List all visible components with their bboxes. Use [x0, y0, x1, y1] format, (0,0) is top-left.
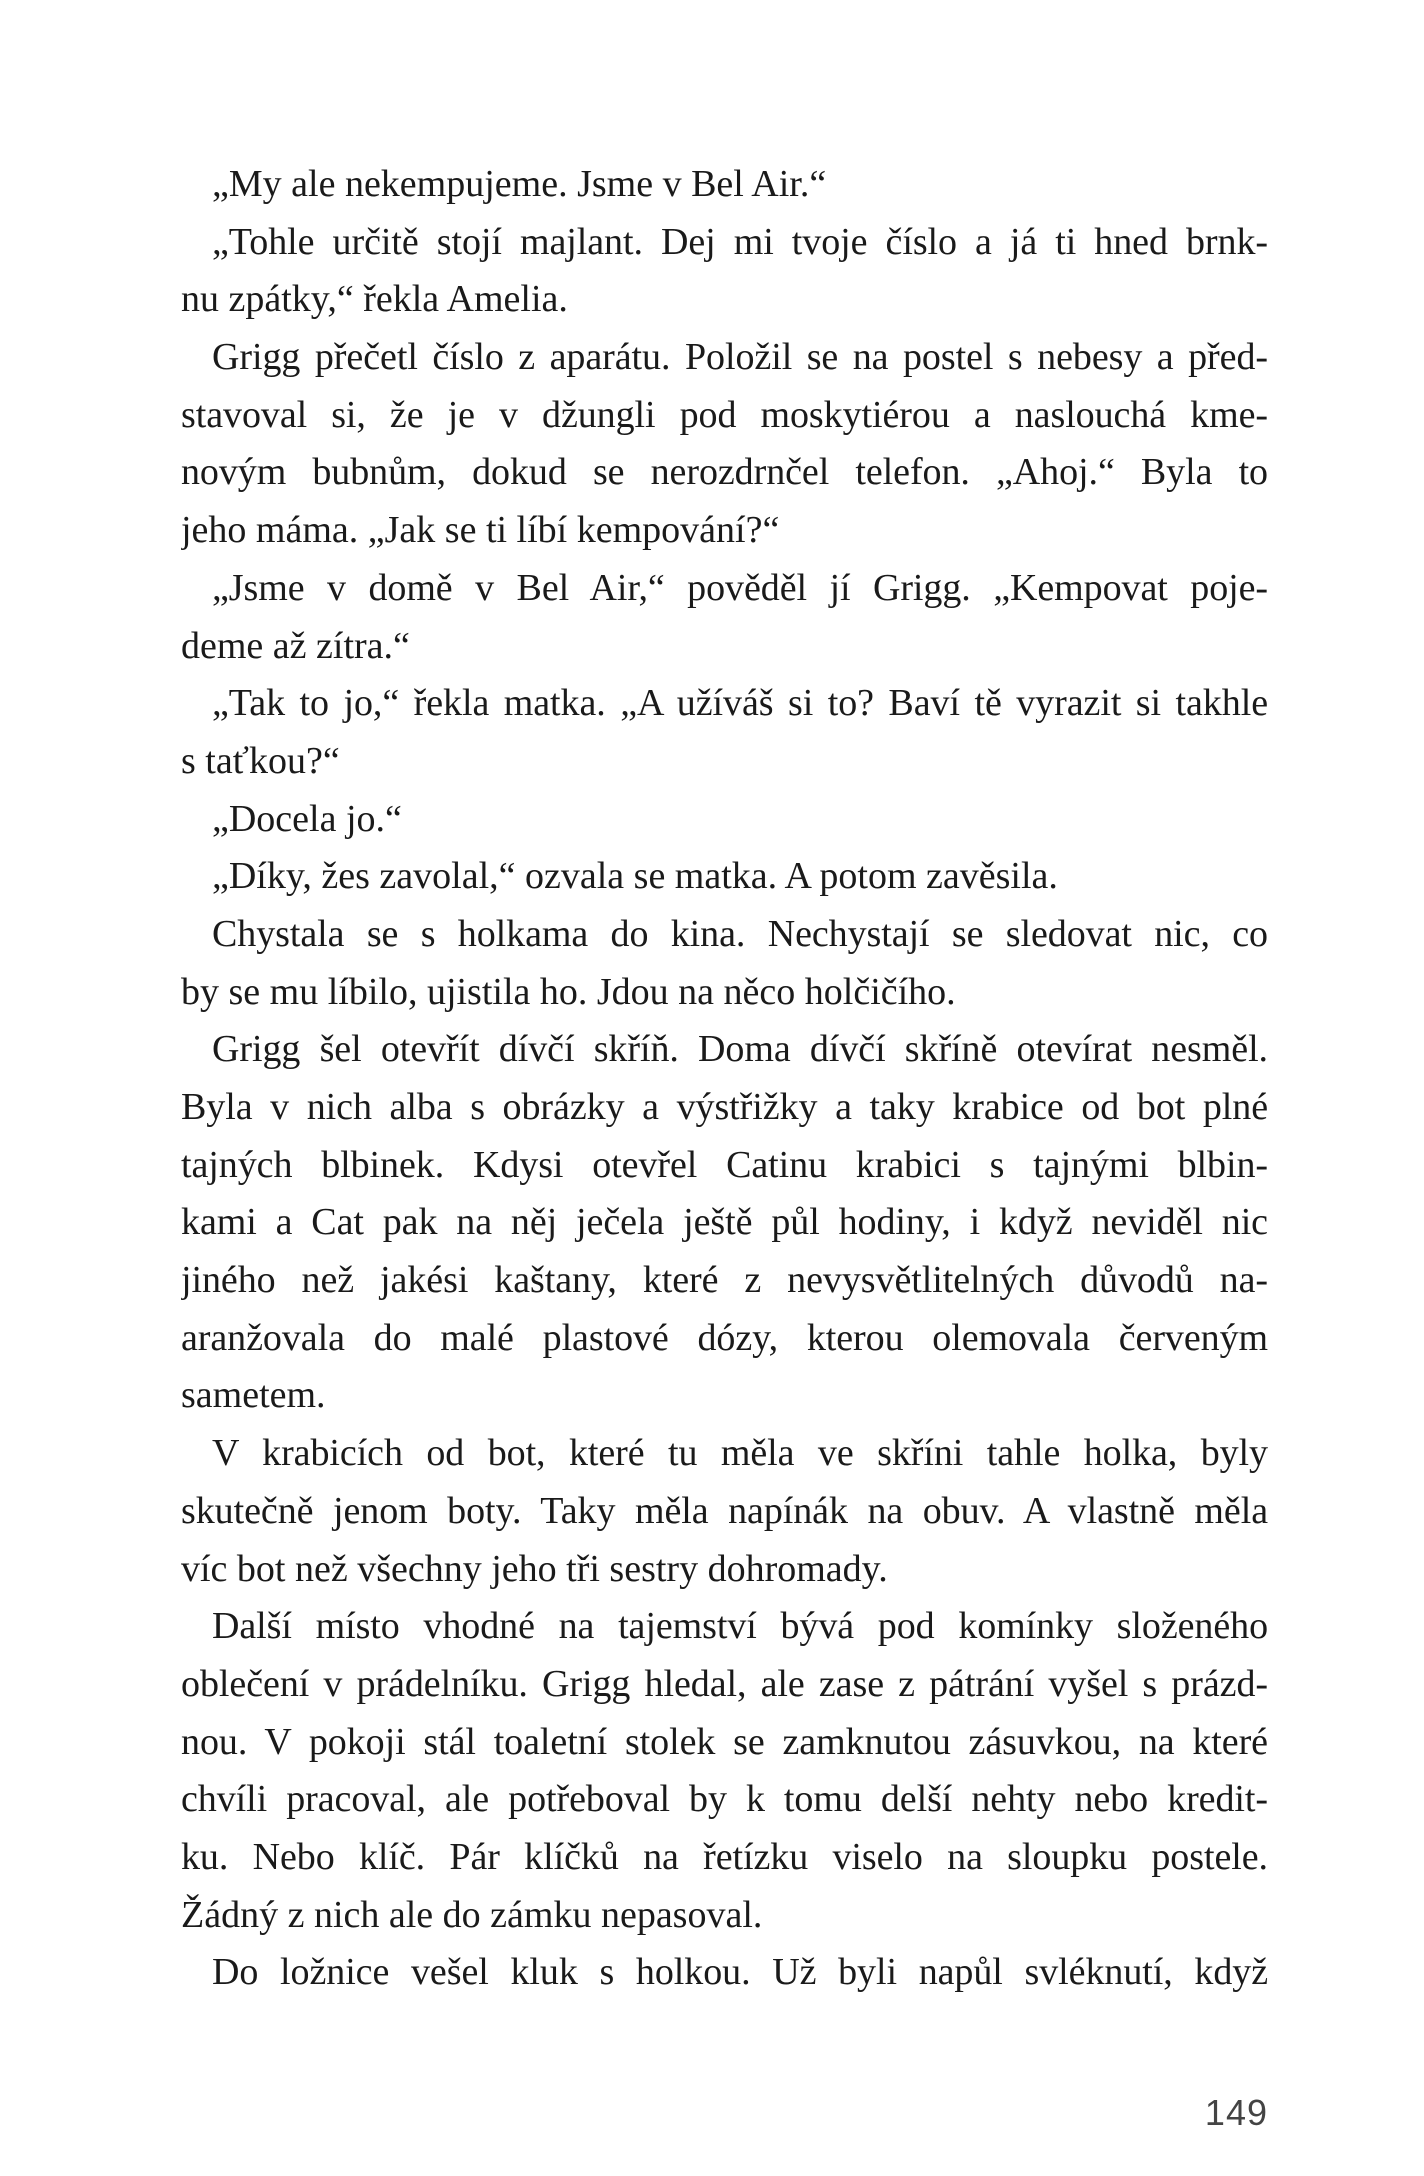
- text-line: „Díky, žes zavolal,“ ozvala se matka. A potom zavěsila.: [212, 855, 1058, 898]
- text-line: deme až zítra.“: [181, 624, 410, 667]
- paragraph: [181, 156, 1268, 214]
- text-line: „My ale nekempujeme. Jsme v Bel Air.“: [212, 163, 827, 205]
- text-line: chvíli pracoval, ale potřeboval by k tomu delší nehty nebo kredit-: [181, 1778, 1268, 1821]
- text-line: „Tak to jo,“ řekla matka. „A užíváš si to? Baví tě vyrazit si takhle: [212, 682, 1268, 725]
- paragraph: [181, 1944, 1268, 2002]
- book-page-text: [181, 156, 1268, 2002]
- text-line: Do ložnice vešel kluk s holkou. Už byli napůl svléknutí, když: [212, 1951, 1268, 1994]
- text-line: nou. V pokoji stál toaletní stolek se zamknutou zásuvkou, na které: [181, 1720, 1268, 1763]
- text-line: Žádný z nich ale do zámku nepasoval.: [181, 1893, 763, 1936]
- text-line: sametem.: [181, 1374, 326, 1417]
- text-line: Grigg přečetl číslo z aparátu. Položil se na postel s nebesy a před-: [212, 336, 1268, 379]
- text-line: aranžovala do malé plastové dózy, kterou olemovala červeným: [181, 1316, 1268, 1359]
- text-line: Další místo vhodné na tajemství bývá pod komínky složeného: [212, 1605, 1268, 1648]
- paragraph: [181, 1021, 1268, 1425]
- paragraph: [181, 906, 1268, 1021]
- paragraph: [181, 1425, 1268, 1598]
- paragraph: [181, 848, 1268, 906]
- text-line: nu zpátky,“ řekla Amelia.: [181, 278, 568, 321]
- paragraph: [181, 1598, 1268, 1944]
- page-number: 149: [1204, 2092, 1268, 2133]
- text-line: stavoval si, že je v džungli pod moskytiérou a naslouchá kme-: [181, 393, 1268, 436]
- text-line: Byla v nich alba s obrázky a výstřižky a taky krabice od bot plné: [181, 1086, 1268, 1128]
- paragraph: [181, 791, 1268, 849]
- text-line: by se mu líbilo, ujistila ho. Jdou na něco holčičího.: [181, 970, 956, 1013]
- text-line: jiného než jakési kaštany, které z nevysvětlitelných důvodů na-: [181, 1259, 1268, 1302]
- paragraph: [181, 560, 1268, 675]
- text-line: „Tohle určitě stojí majlant. Dej mi tvoje číslo a já ti hned brnk-: [212, 220, 1268, 263]
- text-line: tajných blbinek. Kdysi otevřel Catinu krabici s tajnými blbin-: [181, 1143, 1268, 1186]
- paragraph: [181, 214, 1268, 329]
- text-line: kami a Cat pak na něj ječela ještě půl hodiny, i když neviděl nic: [181, 1201, 1268, 1244]
- paragraph: [181, 675, 1268, 790]
- text-line: „Docela jo.“: [212, 797, 402, 840]
- text-line: novým bubnům, dokud se nerozdrnčel telefon. „Ahoj.“ Byla to: [181, 451, 1268, 494]
- text-line: skutečně jenom boty. Taky měla napínák na obuv. A vlastně měla: [181, 1489, 1268, 1532]
- paragraph: [181, 329, 1268, 560]
- text-line: Chystala se s holkama do kina. Nechystají se sledovat nic, co: [212, 912, 1268, 955]
- text-line: jeho máma. „Jak se ti líbí kempování?“: [181, 509, 780, 552]
- text-line: V krabicích od bot, které tu měla ve skříni tahle holka, byly: [212, 1432, 1268, 1475]
- text-line: oblečení v prádelníku. Grigg hledal, ale zase z pátrání vyšel s prázd-: [181, 1662, 1268, 1705]
- text-line: „Jsme v domě v Bel Air,“ pověděl jí Grigg. „Kempovat poje-: [212, 566, 1268, 609]
- text-line: víc bot než všechny jeho tři sestry dohromady.: [181, 1547, 888, 1590]
- text-line: s taťkou?“: [181, 739, 340, 782]
- text-line: ku. Nebo klíč. Pár klíčků na řetízku viselo na sloupku postele.: [181, 1835, 1268, 1878]
- text-line: Grigg šel otevřít dívčí skříň. Doma dívčí skříně otevírat nesměl.: [212, 1028, 1268, 1071]
